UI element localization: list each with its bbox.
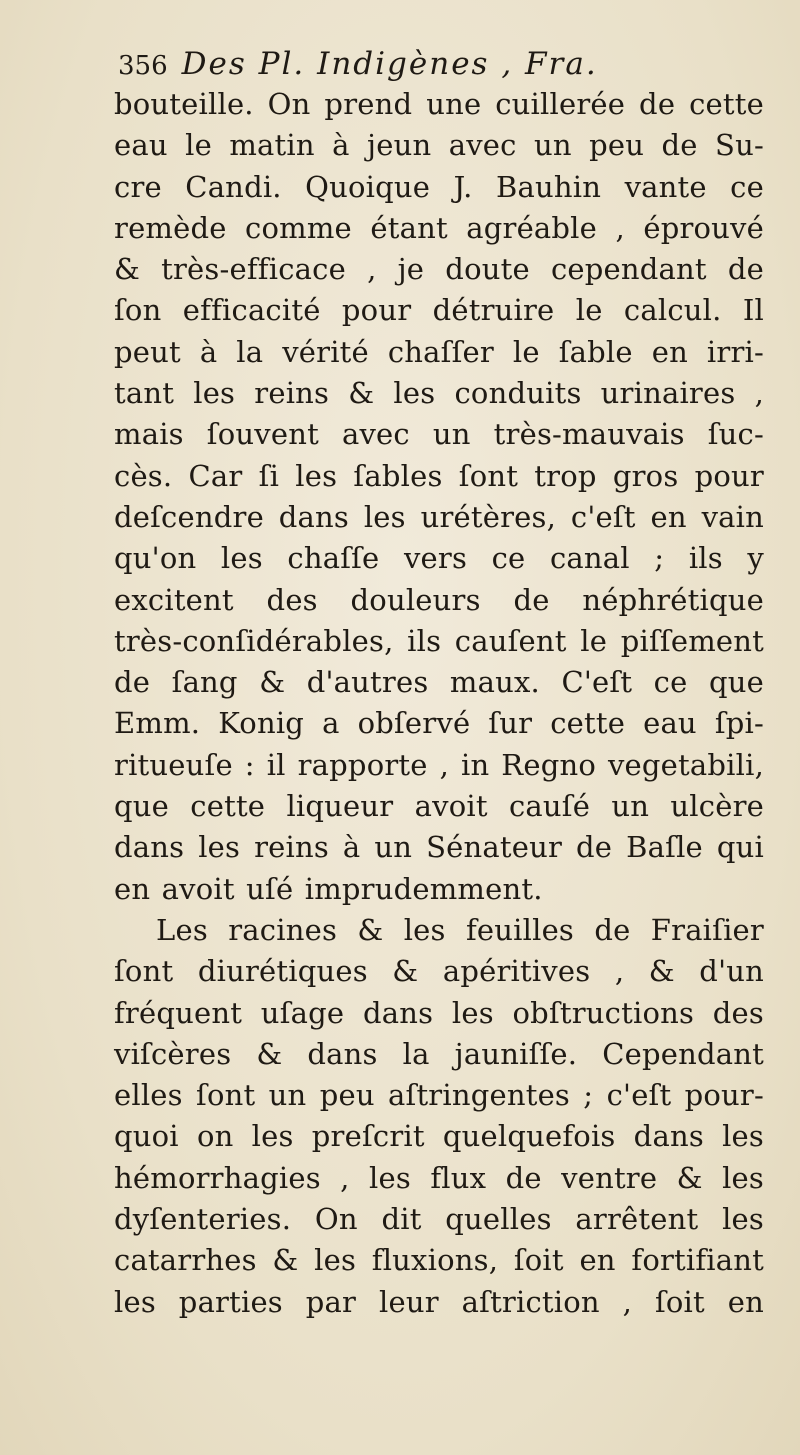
- text-line: hémorrhagies , les flux de ventre & les: [114, 1160, 764, 1195]
- text-line: Emm. Konig a obſervé ſur cette eau ſpi-: [114, 706, 764, 741]
- text-line: peut à la vérité chaſſer le ſable en irri-: [114, 334, 764, 369]
- text-line: excitent des douleurs de néphrétique: [114, 582, 764, 617]
- text-line: de ſang & d'autres maux. C'eſt ce que: [114, 665, 764, 700]
- text-line: ritueuſe : il rapporte , in Regno vegetabili,: [114, 747, 764, 782]
- text-line: catarrhes & les fluxions, ſoit en fortifiant: [114, 1243, 764, 1278]
- text-line: remède comme étant agréable , éprouvé: [114, 210, 764, 245]
- text-line: tant les reins & les conduits urinaires ,: [114, 376, 764, 411]
- body-text: [114, 84, 764, 1323]
- text-line: quoi on les preſcrit quelquefois dans les: [114, 1119, 764, 1154]
- text-line: elles ſont un peu aſtringentes ; c'eſt pour-: [114, 1078, 764, 1113]
- text-line: les parties par leur aſtriction , ſoit en: [114, 1284, 764, 1319]
- text-line: dyſenteries. On dit quelles arrêtent les: [114, 1202, 764, 1237]
- text-line: viſcères & dans la jauniſſe. Cependant: [114, 1036, 764, 1071]
- text-line: eau le matin à jeun avec un peu de Su-: [114, 128, 764, 163]
- text-line: fréquent uſage dans les obſtructions des: [114, 995, 764, 1030]
- text-line: & très-efficace , je doute cependant de: [114, 252, 764, 287]
- text-line: ſont diurétiques & apéritives , & d'un: [114, 954, 764, 989]
- text-line: en avoit uſé imprudemment.: [114, 871, 543, 906]
- text-line: ſon efficacité pour détruire le calcul. Il: [114, 293, 764, 328]
- text-line: Les racines & les feuilles de Fraiſier: [156, 912, 764, 947]
- text-line: très-conſidérables, ils cauſent le piſſement: [114, 623, 764, 658]
- text-line: mais ſouvent avec un très-mauvais ſuc-: [114, 417, 764, 452]
- running-header: [118, 46, 758, 82]
- page-number: 356: [118, 51, 168, 81]
- text-line: cès. Car ſi les ſables ſont trop gros pour: [114, 458, 764, 493]
- text-line: que cette liqueur avoit cauſé un ulcère: [114, 789, 764, 824]
- text-line: deſcendre dans les urétères, c'eſt en vain: [114, 499, 764, 534]
- text-line: dans les reins à un Sénateur de Baſle qui: [114, 830, 764, 865]
- text-line: bouteille. On prend une cuillerée de cette: [114, 87, 764, 121]
- text-line: cre Candi. Quoique J. Bauhin vante ce: [114, 169, 764, 204]
- running-title: Des Pl. Indigènes , Fra.: [181, 46, 598, 82]
- text-line: qu'on les chaſſe vers ce canal ; ils y: [114, 541, 764, 576]
